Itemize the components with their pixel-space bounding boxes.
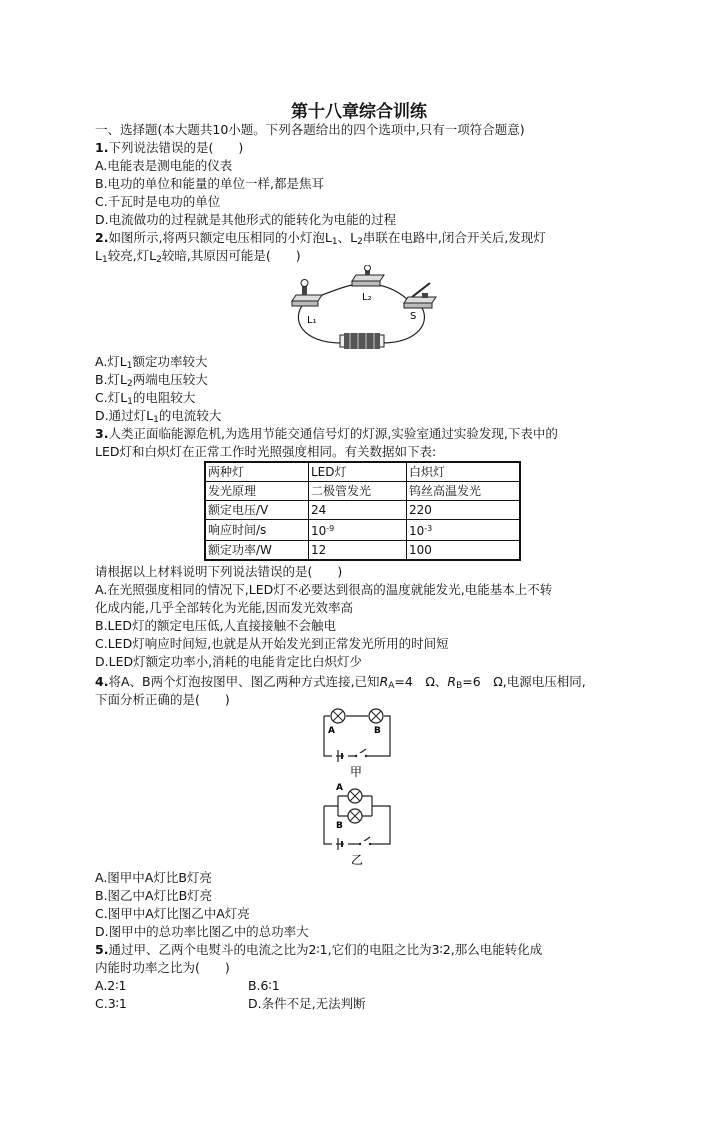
q1-option-d: D.电流做功的过程就是其他形式的能转化为电能的过程 [95,212,397,227]
table-header-cell: 两种灯 [205,462,309,482]
subscript: 1 [101,255,108,265]
table-cell: 额定电压/V [205,501,309,520]
option-text: A.灯L [95,354,127,369]
switch-icon [355,749,367,759]
q4-stem-line2: 下面分析正确的是( ) [95,692,230,707]
table-cell: 响应时间/s [205,520,309,541]
label-s: S [410,311,417,322]
q4-number: 4. [95,674,109,689]
table-cell: 二极管发光 [309,482,407,501]
q1-option-b: B.电功的单位和能量的单位一样,都是焦耳 [95,176,325,191]
switch-s-icon [404,283,436,308]
switch-icon [359,837,371,847]
q3-stem-line1 [95,425,558,442]
table-row [205,462,520,482]
subscript: A [388,681,395,691]
label-b: B [336,821,343,831]
table-cell: 220 [407,501,521,520]
subscript: 1 [153,415,159,425]
table-cell [407,520,521,541]
q4-option-d: D.图甲中的总功率比图乙中的总功率大 [95,924,309,939]
q3-option-a-line2: 化成内能,几乎全部转化为光能,因而发光效率高 [95,600,353,615]
option-text: 的电阻较大 [132,390,196,405]
label-b: B [374,726,381,736]
table-cell: 发光原理 [205,482,309,501]
label-l2: L₂ [362,292,372,303]
subscript: 1 [331,237,338,247]
table-cell: 额定功率/W [205,541,309,561]
q2-circuit-figure [282,265,438,351]
subscript: 2 [156,255,162,265]
table-cell [309,520,407,541]
q4-option-b: B.图乙中A灯比B灯亮 [95,888,213,903]
q5-option-c: C.3∶1 [95,996,127,1011]
table-header-cell: 白炽灯 [407,462,521,482]
section-heading: 一、选择题(本大题共10小题。下列各题给出的四个选项中,只有一项符合题意) [95,122,525,137]
subscript: 2 [357,237,363,247]
option-text: D.通过灯L [95,408,154,423]
variable-r: R [379,674,389,689]
q4-option-c: C.图甲中A灯比图乙中A灯亮 [95,906,250,921]
q1-option-c: C.千瓦时是电功的单位 [95,194,221,209]
q4-stem-part: =6 Ω,电源电压相同, [462,674,586,689]
q4-stem-part: =4 Ω、 [394,674,448,689]
q3-stem-line2: LED灯和白炽灯在正常工作时光照强度相同。有关数据如下表: [95,444,437,459]
lamp-l2-icon [352,265,384,286]
q2-stem-part: 、L [337,230,358,245]
q3-data-table [204,461,521,561]
q4-circuit-yi [318,780,402,866]
page-title: 第十八章综合训练 [291,102,427,122]
q3-option-a-line1: A.在光照强度相同的情况下,LED灯不必要达到很高的温度就能发光,电能基本上不转 [95,582,553,597]
caption-yi: 乙 [351,853,364,866]
lamp-b-icon [369,709,383,723]
label-a: A [336,783,343,793]
table-row [205,520,520,541]
table-cell: 100 [407,541,521,561]
subscript: 1 [127,397,133,407]
table-cell: 钨丝高温发光 [407,482,521,501]
lamp-l1-icon [292,280,322,307]
subscript: 2 [127,379,133,389]
lamp-a-icon [331,709,345,723]
subscript: B [456,681,463,691]
superscript: -9 [326,524,335,533]
label-l1: L₁ [307,315,317,326]
q5-number: 5. [95,942,109,957]
q2-number: 2. [95,230,109,245]
option-text: B.灯L [95,372,128,387]
q1-stem [95,139,243,156]
q5-stem-part: 通过甲、乙两个电熨斗的电流之比为2∶1,它们的电阻之比为3∶2,那么电能转化成 [108,942,543,957]
q1-stem-text: 下列说法错误的是( ) [108,140,244,155]
q4-stem-part: 将A、B两个灯泡按图甲、图乙两种方式连接,已知 [108,674,380,689]
q5-option-b: B.6∶1 [248,978,280,993]
cell-base: 10 [311,524,327,538]
q5-option-a: A.2∶1 [95,978,127,993]
table-row [205,501,520,520]
option-text: 额定功率较大 [132,354,208,369]
table-row [205,482,520,501]
q2-stem-line2 [95,247,301,269]
q3-ask: 请根据以上材料说明下列说法错误的是( ) [95,564,343,579]
q2-stem-part: 串联在电路中,闭合开关后,发现灯 [362,230,546,245]
subscript: 1 [126,361,133,371]
q4-option-a: A.图甲中A灯比B灯亮 [95,870,212,885]
q2-stem-part: 较暗,其原因可能是( ) [161,248,301,263]
option-text: 两端电压较大 [132,372,208,387]
option-text: C.灯L [95,390,128,405]
superscript: -3 [424,524,433,533]
q3-number: 3. [95,426,109,441]
battery-icon [340,333,384,349]
q2-stem-part: 较亮,灯L [107,248,157,263]
q4-circuit-jia [318,704,402,780]
table-row [205,541,520,561]
q1-number: 1. [95,140,109,155]
lamp-a-icon [348,789,362,803]
variable-r: R [447,674,457,689]
q5-stem-line1 [95,941,542,958]
label-a: A [328,726,335,736]
table-header-cell: LED灯 [309,462,407,482]
q2-stem-part: 如图所示,将两只额定电压相同的小灯泡L [108,230,332,245]
q3-option-c: C.LED灯响应时间短,也就是从开始发光到正常发光所用的时间短 [95,636,449,651]
lamp-b-icon [348,809,362,823]
q5-option-d: D.条件不足,无法判断 [248,996,366,1011]
table-cell: 12 [309,541,407,561]
caption-jia: 甲 [350,765,363,779]
q3-option-d: D.LED灯额定功率小,消耗的电能肯定比白炽灯少 [95,654,363,669]
q3-stem-part: 人类正面临能源危机,为选用节能交通信号灯的灯源,实验室通过实验发现,下表中的 [108,426,558,441]
table-cell: 24 [309,501,407,520]
q1-option-a: A.电能表是测电能的仪表 [95,158,233,173]
option-text: 的电流较大 [158,408,222,423]
q2-stem-part: L [95,248,102,263]
q3-option-b: B.LED灯的额定电压低,人直接接触不会触电 [95,618,337,633]
q5-stem-line2: 内能时功率之比为( ) [95,960,230,975]
cell-base: 10 [409,524,425,538]
